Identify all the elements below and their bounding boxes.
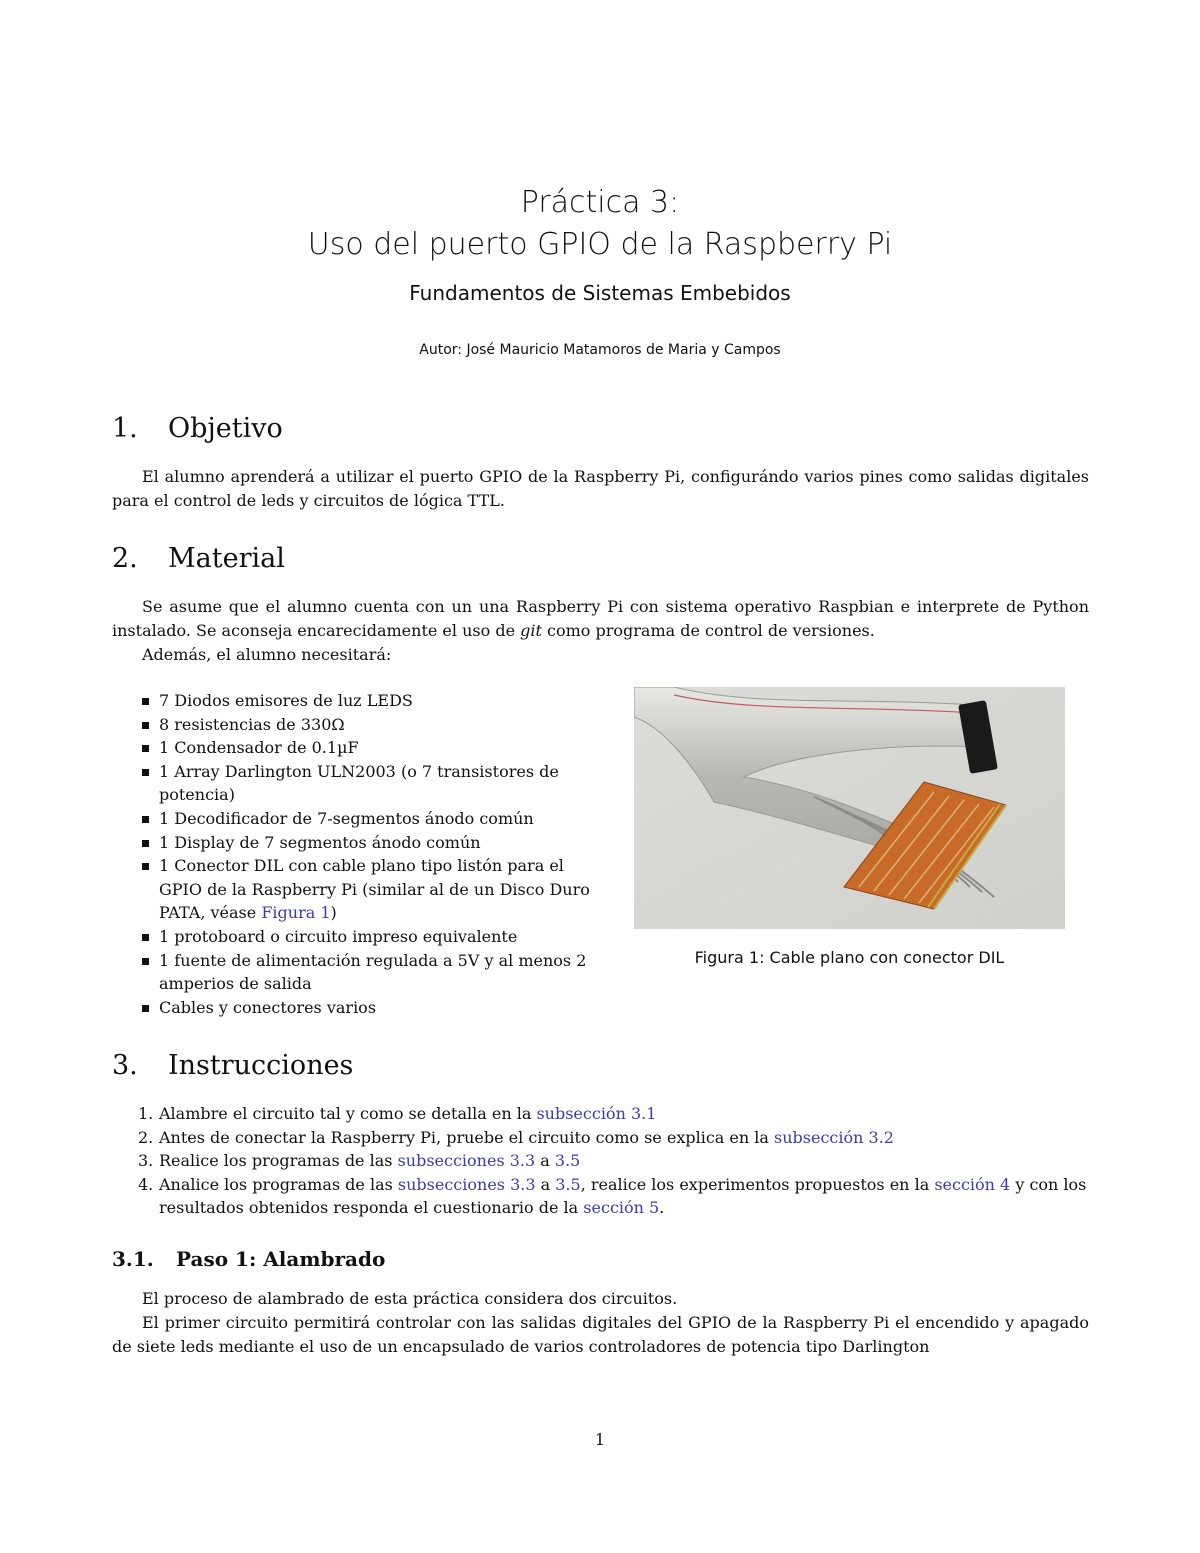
material-paragraph: [112, 595, 1089, 667]
list-text: , realice los experimentos propuestos en la: [580, 1174, 935, 1194]
list-item-text: 7 Diodos emisores de luz LEDS: [159, 691, 413, 710]
list-item: [112, 831, 600, 855]
list-item: [112, 996, 600, 1020]
section-heading-objetivo: [112, 413, 283, 444]
section-number: 2.: [112, 543, 138, 574]
material-list: [112, 689, 600, 1019]
material-text-1a: Se asume que el alumno cuenta con un una Raspberry Pi con sistema operativo Raspbian e interprete de Python instalado. Se aconseja encarecidamente el uso de: [112, 597, 1089, 640]
paso1-paragraph: [112, 1287, 1089, 1359]
instructions-list: [112, 1102, 1089, 1220]
subsection-3-5-link[interactable]: 3.5: [554, 1151, 581, 1171]
list-text: Analice los programas de las: [159, 1174, 398, 1194]
page-number: 1: [594, 1430, 606, 1449]
bullet-icon: [142, 722, 149, 729]
list-item: [112, 807, 600, 831]
title-line-2: Uso del puerto GPIO de la Raspberry Pi: [307, 227, 893, 262]
bullet-icon: [142, 816, 149, 823]
list-text: Antes de conectar la Raspberry Pi, pruebe el circuito como se explica en la: [159, 1127, 775, 1147]
list-item-text: 1 Display de 7 segmentos ánodo común: [159, 832, 481, 852]
list-number: 2.: [138, 1127, 154, 1147]
bullet-icon: [142, 769, 149, 776]
bullet-icon: [142, 863, 149, 870]
material-text-2: Además, el alumno necesitará:: [142, 645, 392, 664]
list-text: a: [535, 1174, 556, 1194]
list-item: [112, 689, 600, 713]
objetivo-text: El alumno aprenderá a utilizar el puerto GPIO de la Raspberry Pi, configurándo varios pines como salidas digitales para el control de leds y circuitos de lógica TTL.: [112, 467, 1089, 510]
subtitle: Fundamentos de Sistemas Embebidos: [409, 281, 791, 305]
subsection-3-1-link[interactable]: subsección 3.1: [536, 1104, 657, 1123]
list-item: [112, 925, 600, 949]
material-text-1b: como programa de control de versiones.: [541, 621, 875, 640]
list-item: [112, 713, 600, 737]
list-item-text: 1 Decodificador de 7-segmentos ánodo común: [159, 808, 534, 828]
subsection-3-5-link[interactable]: 3.5: [555, 1174, 581, 1194]
list-text: Alambre el circuito tal y como se detalla en la: [159, 1104, 537, 1123]
section-heading-instrucciones: [112, 1050, 353, 1081]
list-item-text: 1 fuente de alimentación regulada a 5V y al menos 2 amperios de salida: [159, 950, 587, 994]
list-item-text: 1 protoboard o circuito impreso equivalente: [159, 926, 518, 946]
subsection-3-2-link[interactable]: subsección 3.2: [774, 1127, 894, 1147]
ribbon-cable-image: [634, 687, 1065, 929]
material-text-1: [112, 595, 1089, 643]
title-line-1: Práctica 3:: [520, 185, 680, 220]
objetivo-paragraph: [112, 465, 1089, 513]
list-text: y con los resultados obtenidos responda el cuestionario de la: [159, 1174, 1087, 1218]
list-item: [112, 854, 600, 925]
subsections-3-3-link[interactable]: subsecciones 3.3: [397, 1174, 536, 1194]
bullet-icon: [142, 958, 149, 965]
author: Autor: José Mauricio Matamoros de Maria y Campos: [419, 342, 781, 358]
section-heading-material: [112, 543, 285, 574]
subsections-3-3-link[interactable]: subsecciones 3.3: [397, 1151, 536, 1171]
list-text: a: [535, 1151, 555, 1171]
paso1-text-2: El primer circuito permitirá controlar con las salidas digitales del GPIO de la Raspberry Pi el encendido y apagado de siete leds mediante el uso de un encapsulado de varios controladores de potencia tipo Darlington: [112, 1313, 1089, 1356]
list-item: [112, 1149, 1089, 1173]
list-number: 1.: [138, 1104, 154, 1123]
figure-1-link[interactable]: Figura 1: [261, 903, 331, 923]
subsection-number: 3.1.: [112, 1247, 154, 1271]
section-number: 1.: [112, 413, 138, 444]
section-number: 3.: [112, 1050, 138, 1081]
paso1-text-1: El proceso de alambrado de esta práctica considera dos circuitos.: [142, 1289, 678, 1308]
bullet-icon: [142, 1005, 149, 1012]
list-number: 3.: [138, 1151, 154, 1171]
list-item: [112, 1173, 1089, 1220]
section-title: Material: [168, 543, 285, 574]
bullet-icon: [142, 745, 149, 752]
list-item-text: 1 Conector DIL con cable plano tipo listón para el GPIO de la Raspberry Pi (similar al de un Disco Duro PATA, véase: [159, 856, 590, 923]
list-item: [112, 760, 600, 807]
bullet-icon: [142, 934, 149, 941]
git-term: git: [520, 621, 542, 640]
list-item: [112, 1102, 1089, 1126]
list-item-text-end: ): [330, 903, 337, 923]
subsection-heading-paso-1: [112, 1247, 385, 1271]
section-4-link[interactable]: sección 4: [934, 1174, 1011, 1194]
list-item-text: 1 Condensador de 0.1µF: [159, 738, 359, 758]
list-item-text: 1 Array Darlington ULN2003 (o 7 transistores de potencia): [159, 761, 559, 805]
list-item: [112, 949, 600, 996]
list-number: 4.: [138, 1174, 154, 1194]
list-text: .: [659, 1198, 665, 1218]
section-5-link[interactable]: sección 5: [583, 1198, 660, 1218]
bullet-icon: [142, 840, 149, 847]
list-item: [112, 1126, 1089, 1150]
section-title: Objetivo: [168, 413, 283, 444]
list-item-text: 8 resistencias de 330Ω: [159, 714, 345, 734]
ribbon-cable-photo: [634, 687, 1065, 929]
subsection-title: Paso 1: Alambrado: [176, 1247, 386, 1271]
bullet-icon: [142, 698, 149, 705]
section-title: Instrucciones: [168, 1050, 354, 1081]
figure-caption: Figura 1: Cable plano con conector DIL: [694, 948, 1005, 967]
list-item-text: Cables y conectores varios: [159, 997, 377, 1017]
list-item: [112, 736, 600, 760]
list-text: Realice los programas de las: [159, 1151, 398, 1171]
